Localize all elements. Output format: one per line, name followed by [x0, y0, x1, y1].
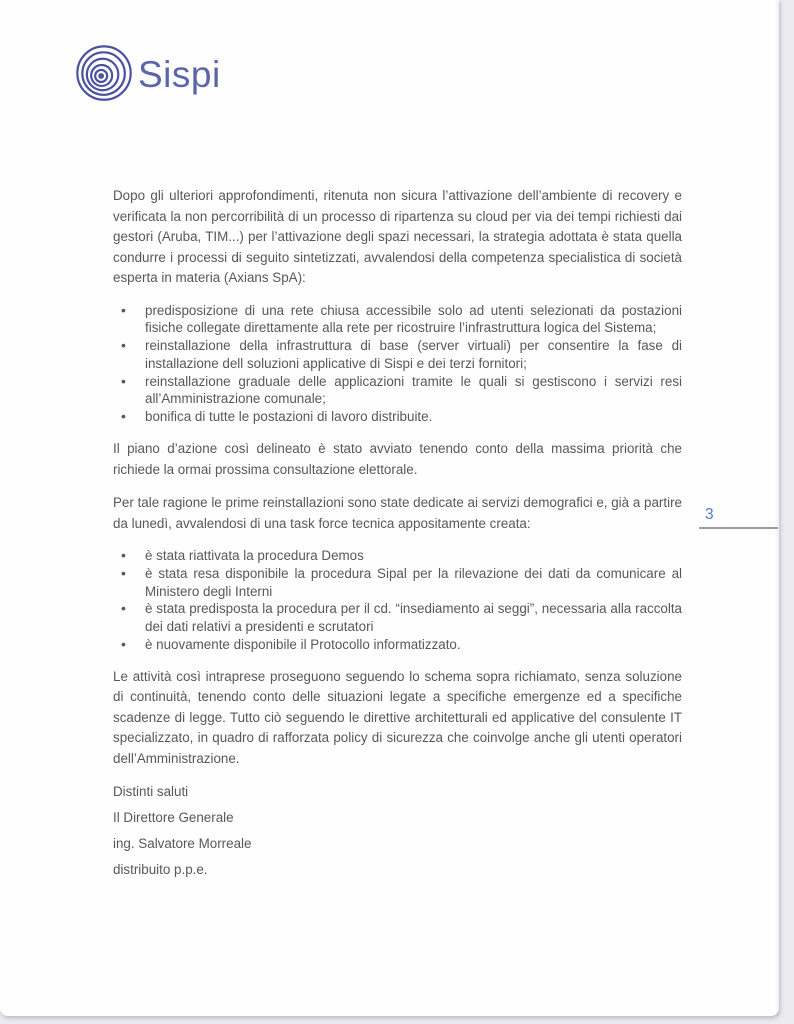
page-number: 3 [705, 506, 714, 523]
paragraph-attivita: Le attività così intraprese proseguono seguendo lo schema sopra richiamato, senza soluzione di continuità, tenendo conto delle situazioni legate a specifiche emergenze ed a specifiche scadenze di legge. Tutto ciò seguendo le direttive architetturali ed applicative del consulente IT specializzato, in quadro di rafforzata policy di sicurezza che coinvolge anche gli utenti operatori dell’Amministrazione. [113, 668, 682, 766]
page-number-marker [699, 503, 778, 529]
sispi-logo [74, 44, 221, 105]
list-item: • reinstallazione graduale delle applicazioni tramite le quali si gestiscono i servizi resi all’Amministrazione comunale; [113, 373, 682, 409]
list-item: • è stata resa disponibile la procedura Sipal per la rilevazione dei dati da comunicare al Ministero degli Interni [113, 565, 682, 601]
distribution-note: distribuito p.p.e. [113, 862, 208, 878]
list-item: • è stata riattivata la procedura Demos [113, 547, 682, 565]
list-item: • bonifica di tutte le postazioni di lavoro distribuite. [113, 408, 682, 426]
signer-name: ing. Salvatore Morreale [113, 836, 252, 852]
strategy-list [113, 302, 682, 427]
reinstallazioni-list [113, 547, 682, 654]
letter-body [113, 186, 682, 886]
closing-salutation: Distinti saluti [113, 784, 189, 800]
sispi-logo-text: Sispi [138, 53, 221, 95]
paragraph-piano-azione: Il piano d’azione così delineato è stato avviato tenendo conto della massima priorità che richiede la ormai prossima consultazione elettorale. [113, 441, 682, 477]
sispi-spiral-icon [74, 44, 135, 105]
list-item: • reinstallazione della infrastruttura di base (server virtuali) per consentire la fase di installazione dell soluzioni applicative di Sispi e dei terzi fornitori; [113, 337, 682, 373]
signer-title: Il Direttore Generale [113, 810, 234, 826]
list-item: • predisposizione di una rete chiusa accessibile solo ad utenti selezionati da postazioni fisiche collegate direttamente alla rete per ricostruire l’infrastruttura logica del Sistema; [113, 302, 682, 338]
list-item: • è stata predisposta la procedura per il cd. “insediamento ai seggi”, necessaria alla raccolta dei dati relativi a presidenti e scrutatori [113, 600, 682, 636]
paragraph-ragione: Per tale ragione le prime reinstallazioni sono state dedicate ai servizi demografici e, già a partire da lunedì, avvalendosi di una task force tecnica appositamente creata: [113, 495, 682, 531]
list-item: • è nuovamente disponibile il Protocollo informatizzato. [113, 636, 682, 654]
paragraph-intro: Dopo gli ulteriori approfondimenti, ritenuta non sicura l’attivazione dell’ambiente di recovery e verificata la non percorribilità di un processo di ripartenza su cloud per via dei tempi richiesti dai gestori (Aruba, TIM...) per l’attivazione degli spazi necessari, la strategia adottata è stata quella condurre i processi di seguito sintetizzati, avvalendosi della competenza specialistica di società esperta in materia (Axians SpA): [113, 188, 682, 285]
